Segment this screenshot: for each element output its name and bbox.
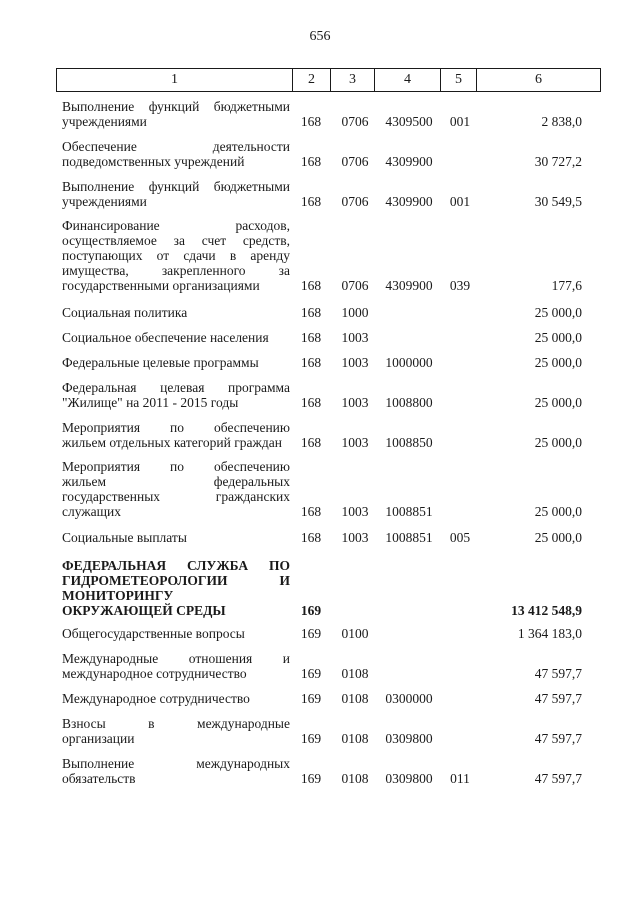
row-c6: 25 000,0 xyxy=(534,330,582,345)
row-c3: 1003 xyxy=(341,504,369,519)
row-c3: 1003 xyxy=(341,395,369,410)
row-c2: 168 xyxy=(300,114,322,129)
row-c4: 4309500 xyxy=(385,114,433,129)
row-name-line: осуществляемое за счет средств, xyxy=(62,233,290,248)
row-name-line: Международные отношения и xyxy=(62,651,290,666)
row-c4: 1008851 xyxy=(385,530,433,545)
row-name-line: МОНИТОРИНГУ xyxy=(62,588,174,603)
row-name-line: Федеральная целевая программа xyxy=(62,380,290,395)
row-c2: 168 xyxy=(300,355,322,370)
row-c3: 0706 xyxy=(341,278,369,293)
header-col-1: 1 xyxy=(57,69,293,92)
row-name-line: Социальная политика xyxy=(62,305,188,320)
row-c2: 168 xyxy=(300,154,322,169)
row-c4: 1000000 xyxy=(385,355,433,370)
row-c6: 47 597,7 xyxy=(534,666,582,681)
table-row xyxy=(0,330,640,345)
row-name-line: поступающих от сдачи в аренду xyxy=(62,248,290,263)
row-c5: 039 xyxy=(449,278,471,293)
row-name-line: международное сотрудничество xyxy=(62,666,247,681)
row-c6: 177,6 xyxy=(551,278,582,293)
row-c2: 168 xyxy=(300,278,322,293)
row-name-line: Обеспечение деятельности xyxy=(62,139,290,154)
row-name-line: Выполнение функций бюджетными xyxy=(62,179,290,194)
row-name xyxy=(62,626,290,641)
row-c6: 47 597,7 xyxy=(534,731,582,746)
row-c4: 1008800 xyxy=(385,395,433,410)
row-name xyxy=(62,139,290,169)
row-name-line: учреждениями xyxy=(62,114,147,129)
row-c2: 169 xyxy=(300,626,322,641)
table-row xyxy=(0,558,640,618)
row-c6: 47 597,7 xyxy=(534,771,582,786)
row-name-line: обязательств xyxy=(62,771,136,786)
row-c6: 13 412 548,9 xyxy=(511,603,582,618)
table-header xyxy=(56,68,601,92)
table-row xyxy=(0,380,640,410)
row-c2: 169 xyxy=(300,666,322,681)
row-name-line: организации xyxy=(62,731,135,746)
row-c6: 25 000,0 xyxy=(534,355,582,370)
row-name-line: Социальные выплаты xyxy=(62,530,187,545)
row-name-line: Взносы в международные xyxy=(62,716,290,731)
header-col-3: 3 xyxy=(331,69,375,92)
row-c6: 25 000,0 xyxy=(534,504,582,519)
row-name xyxy=(62,330,290,345)
row-c5: 001 xyxy=(449,194,471,209)
header-col-5: 5 xyxy=(441,69,477,92)
row-name-line: учреждениями xyxy=(62,194,147,209)
table-row xyxy=(0,651,640,681)
row-c6: 25 000,0 xyxy=(534,435,582,450)
row-c2: 169 xyxy=(300,691,322,706)
row-name-line: Мероприятия по обеспечению xyxy=(62,459,290,474)
table-row xyxy=(0,355,640,370)
page-number: 656 xyxy=(309,29,331,44)
row-c3: 0100 xyxy=(341,626,369,641)
row-name-line: жильем федеральных xyxy=(62,474,290,489)
table-row xyxy=(0,139,640,169)
row-name-line: государственными организациями xyxy=(62,278,260,293)
row-c3: 1003 xyxy=(341,435,369,450)
row-name-line: Мероприятия по обеспечению xyxy=(62,420,290,435)
row-name-line: государственных гражданских xyxy=(62,489,290,504)
row-c2: 169 xyxy=(300,771,322,786)
row-name-line: жильем отдельных категорий граждан xyxy=(62,435,282,450)
row-c2: 168 xyxy=(300,194,322,209)
row-c4: 1008851 xyxy=(385,504,433,519)
table-row xyxy=(0,530,640,545)
row-c2: 168 xyxy=(300,330,322,345)
row-c5: 001 xyxy=(449,114,471,129)
row-c3: 0706 xyxy=(341,154,369,169)
row-name xyxy=(62,179,290,209)
row-c3: 1003 xyxy=(341,355,369,370)
row-c3: 1003 xyxy=(341,330,369,345)
row-c2: 168 xyxy=(300,395,322,410)
row-c6: 1 364 183,0 xyxy=(517,626,582,641)
row-name-line: Международное сотрудничество xyxy=(62,691,250,706)
row-name xyxy=(62,716,290,746)
row-c3: 0706 xyxy=(341,194,369,209)
row-name-line: Федеральные целевые программы xyxy=(62,355,259,370)
row-c5: 011 xyxy=(450,771,470,786)
header-col-6: 6 xyxy=(477,69,601,92)
row-c2: 168 xyxy=(300,305,322,320)
table-row xyxy=(0,691,640,706)
row-c2: 168 xyxy=(300,435,322,450)
row-name xyxy=(62,558,290,618)
row-name-line: ФЕДЕРАЛЬНАЯ СЛУЖБА ПО xyxy=(62,558,290,573)
table-row xyxy=(0,99,640,129)
row-name xyxy=(62,756,290,786)
table-row xyxy=(0,218,640,293)
row-name-line: служащих xyxy=(62,504,121,519)
row-c3: 0108 xyxy=(341,666,369,681)
row-c6: 2 838,0 xyxy=(541,114,582,129)
row-name-line: Выполнение международных xyxy=(62,756,290,771)
row-c3: 0108 xyxy=(341,731,369,746)
table-row xyxy=(0,716,640,746)
row-c6: 25 000,0 xyxy=(534,305,582,320)
row-name-line: ОКРУЖАЮЩЕЙ СРЕДЫ xyxy=(62,603,226,618)
row-name-line: Финансирование расходов, xyxy=(62,218,290,233)
row-name xyxy=(62,99,290,129)
row-c2: 169 xyxy=(300,731,322,746)
row-c2: 169 xyxy=(300,603,322,618)
row-name xyxy=(62,380,290,410)
row-c2: 168 xyxy=(300,530,322,545)
row-name-line: Социальное обеспечение населения xyxy=(62,330,269,345)
row-name-line: "Жилище" на 2011 - 2015 годы xyxy=(62,395,239,410)
row-name xyxy=(62,691,290,706)
row-c5: 005 xyxy=(449,530,471,545)
row-c6: 25 000,0 xyxy=(534,395,582,410)
row-c4: 0309800 xyxy=(385,731,433,746)
row-c4: 0309800 xyxy=(385,771,433,786)
row-c4: 4309900 xyxy=(385,194,433,209)
row-name-line: имущества, закрепленного за xyxy=(62,263,290,278)
table-row xyxy=(0,626,640,641)
row-c2: 168 xyxy=(300,504,322,519)
row-name xyxy=(62,530,290,545)
row-c3: 1003 xyxy=(341,530,369,545)
row-c3: 0108 xyxy=(341,691,369,706)
header-col-2: 2 xyxy=(293,69,331,92)
row-name-line: ГИДРОМЕТЕОРОЛОГИИ И xyxy=(62,573,290,588)
row-name xyxy=(62,218,290,293)
row-c6: 30 727,2 xyxy=(534,154,582,169)
row-name xyxy=(62,420,290,450)
row-name xyxy=(62,305,290,320)
row-name-line: подведомственных учреждений xyxy=(62,154,245,169)
row-c4: 4309900 xyxy=(385,278,433,293)
row-c4: 4309900 xyxy=(385,154,433,169)
row-name-line: Выполнение функций бюджетными xyxy=(62,99,290,114)
row-c4: 1008850 xyxy=(385,435,433,450)
row-name xyxy=(62,355,290,370)
row-c3: 1000 xyxy=(341,305,369,320)
row-c3: 0108 xyxy=(341,771,369,786)
row-c4: 0300000 xyxy=(385,691,433,706)
header-col-4: 4 xyxy=(375,69,441,92)
row-c6: 25 000,0 xyxy=(534,530,582,545)
table-row xyxy=(0,305,640,320)
row-name xyxy=(62,459,290,519)
table-row xyxy=(0,756,640,786)
row-c6: 47 597,7 xyxy=(534,691,582,706)
row-name xyxy=(62,651,290,681)
table-row xyxy=(0,179,640,209)
row-name-line: Общегосударственные вопросы xyxy=(62,626,245,641)
row-c6: 30 549,5 xyxy=(534,194,582,209)
row-c3: 0706 xyxy=(341,114,369,129)
table-row xyxy=(0,459,640,519)
table-row xyxy=(0,420,640,450)
